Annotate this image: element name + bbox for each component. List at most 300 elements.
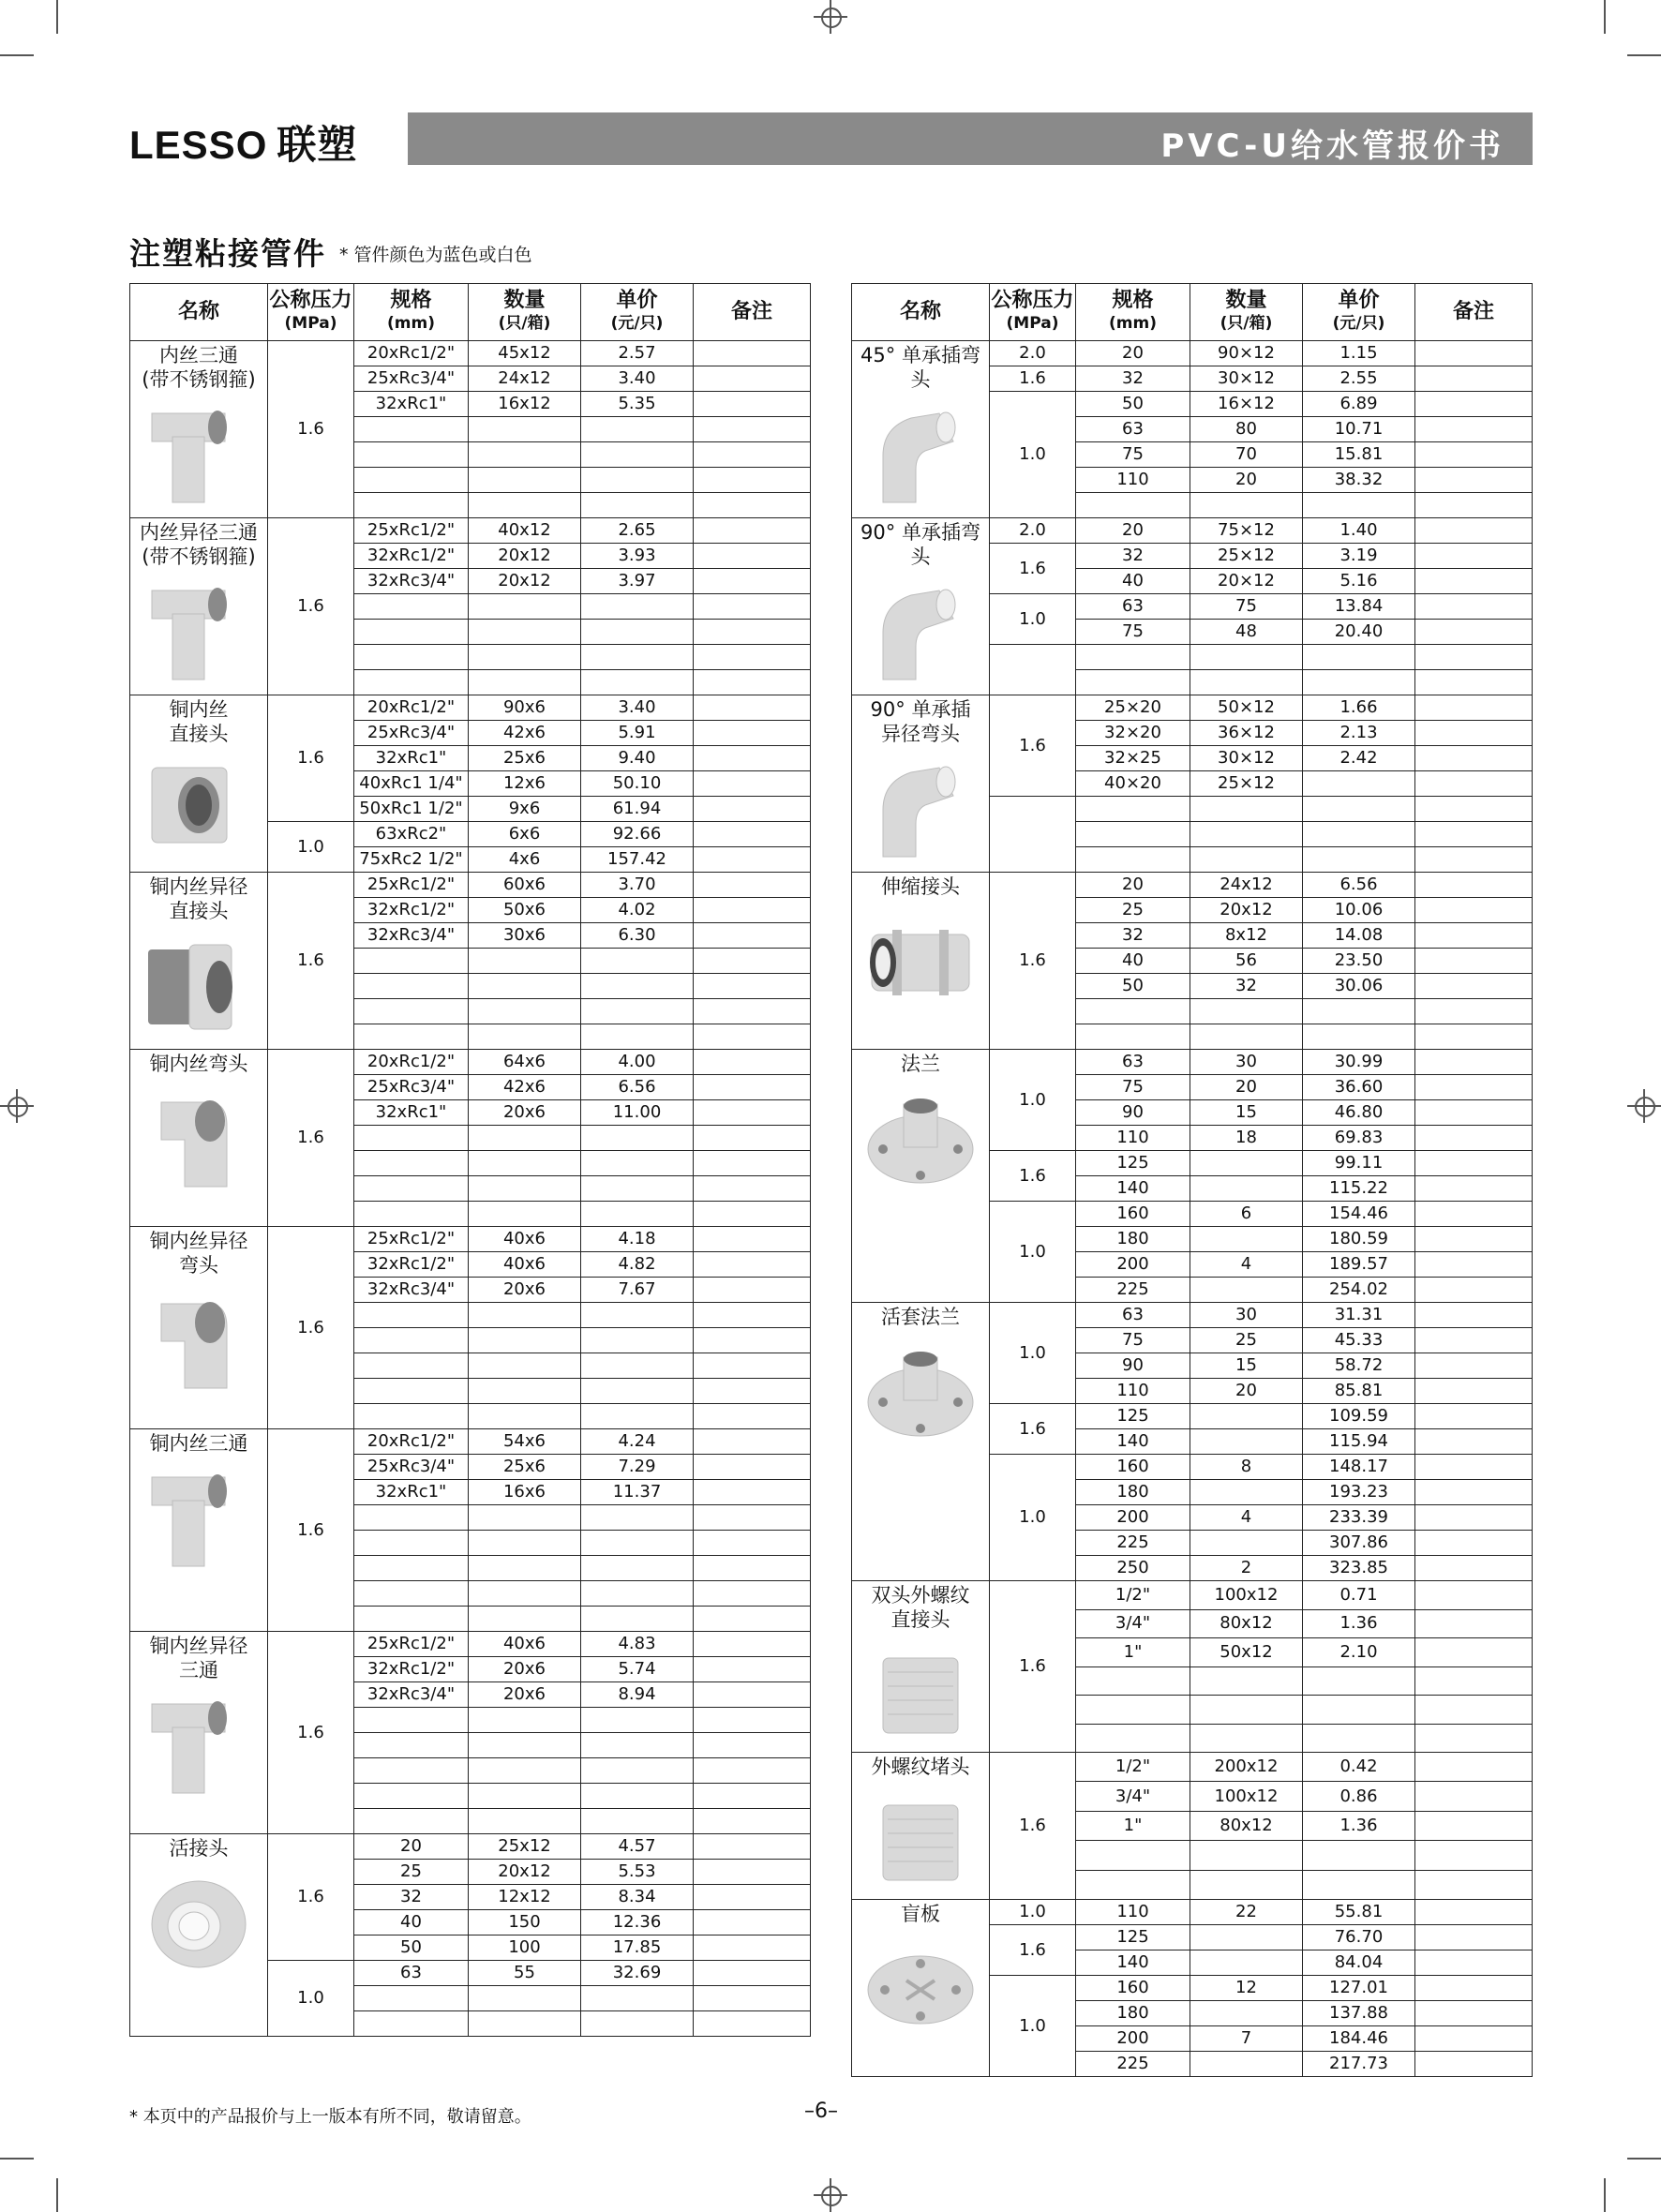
spec-cell: 40×20 [1076,771,1190,797]
spec-cell: 140 [1076,1429,1190,1455]
pressure-cell: 1.0 [990,1202,1076,1303]
remark-cell [1415,1638,1533,1667]
registration-mark-icon [814,0,847,34]
pressure-cell: 1.6 [990,873,1076,1050]
remark-cell [694,1404,811,1429]
qty-cell: 50×12 [1190,695,1303,721]
qty-cell [1190,1278,1303,1303]
qty-cell [1190,1531,1303,1556]
qty-cell [469,974,581,999]
remark-cell [1415,1782,1533,1811]
spec-cell [354,645,469,670]
pressure-cell: 1.0 [990,392,1076,518]
remark-cell [694,949,811,974]
spec-cell: 32xRc1/2" [354,544,469,569]
remark-cell [694,974,811,999]
header-banner [408,112,1533,165]
product-subname: 直接头 [169,723,229,745]
product-subname: 弯头 [179,1254,218,1277]
brand-logo [129,114,357,171]
product-name-cell [852,341,990,518]
remark-cell [1415,822,1533,847]
qty-cell [1190,1950,1303,1976]
column-header-unit: (mm) [387,314,435,333]
remark-cell [1415,1429,1533,1455]
table-row [130,695,811,721]
qty-cell [469,1379,581,1404]
remark-cell [1415,1870,1533,1899]
price-cell: 0.71 [1303,1581,1415,1610]
spec-cell [354,670,469,695]
remark-cell [1415,1724,1533,1753]
remark-cell [1415,1950,1533,1976]
product-name: 双头外螺纹 [871,1584,970,1607]
remark-cell [694,1632,811,1657]
spec-cell: 50 [1076,392,1190,417]
remark-cell [1415,923,1533,949]
crop-mark [56,2178,58,2212]
qty-cell [1190,847,1303,873]
spec-cell: 32 [354,1885,469,1910]
spec-cell: 32xRc1" [354,1480,469,1505]
column-header-name [852,284,990,341]
price-cell [581,1505,694,1531]
qty-cell: 90×12 [1190,341,1303,366]
price-cell [1303,1696,1415,1725]
price-cell [1303,1870,1415,1899]
remark-cell [1415,1404,1533,1429]
spec-cell [354,417,469,442]
price-cell: 76.70 [1303,1925,1415,1950]
remark-cell [694,569,811,594]
price-cell: 189.57 [1303,1252,1415,1278]
spec-cell: 140 [1076,1176,1190,1202]
price-cell: 58.72 [1303,1353,1415,1379]
spec-cell: 20 [354,1834,469,1860]
qty-cell [469,1328,581,1353]
spec-cell: 63xRc2" [354,822,469,847]
pressure-cell: 1.6 [990,1925,1076,1976]
qty-cell: 40x12 [469,518,581,544]
spec-cell: 25xRc1/2" [354,1227,469,1252]
column-header-label: 公称压力 [269,289,352,312]
spec-cell: 110 [1076,1126,1190,1151]
qty-cell: 12x6 [469,771,581,797]
product-name-cell [130,1834,268,2037]
column-header-label: 数量 [1225,289,1267,312]
remark-cell [694,670,811,695]
product-subname: 异径弯头 [881,723,960,745]
spec-cell: 32xRc1" [354,392,469,417]
price-cell: 137.88 [1303,2001,1415,2026]
coupling-insert-icon [142,754,255,866]
pressure-cell: 1.0 [268,822,354,873]
qty-cell: 25x6 [469,746,581,771]
product-name: 铜内丝异径 [149,1635,248,1657]
spec-cell [354,2011,469,2037]
price-cell: 3.93 [581,544,694,569]
pressure-cell: 1.0 [990,1976,1076,2077]
spec-cell: 90 [1076,1353,1190,1379]
tee-copper-insert-icon [142,1463,255,1576]
price-cell [581,949,694,974]
spec-cell: 32xRc1/2" [354,1657,469,1682]
qty-cell: 8 [1190,1455,1303,1480]
price-cell: 10.06 [1303,898,1415,923]
qty-cell: 15 [1190,1100,1303,1126]
qty-cell: 100x12 [1190,1782,1303,1811]
price-cell: 154.46 [1303,1202,1415,1227]
pressure-cell: 1.6 [990,1151,1076,1202]
spec-cell: 160 [1076,1455,1190,1480]
remark-cell [1415,898,1533,923]
qty-cell: 30×12 [1190,746,1303,771]
reducing-coupling-insert-icon [142,931,255,1043]
qty-cell: 100x12 [1190,1581,1303,1610]
spec-cell: 180 [1076,1227,1190,1252]
price-cell [1303,670,1415,695]
remark-cell [694,1708,811,1733]
column-header-unit: (MPa) [284,314,337,333]
pressure-cell: 1.0 [268,1961,354,2037]
remark-cell [1415,442,1533,468]
qty-cell [469,1809,581,1834]
qty-cell: 75 [1190,594,1303,620]
remark-cell [694,493,811,518]
remark-cell [694,999,811,1024]
remark-cell [694,620,811,645]
registration-mark-icon [814,2178,847,2212]
spec-cell: 20 [1076,873,1190,898]
pressure-cell: 1.6 [990,1581,1076,1753]
remark-cell [1415,1666,1533,1696]
blind-flange-icon [864,1934,977,2046]
remark-cell [1415,645,1533,670]
remark-cell [694,1126,811,1151]
spec-cell [354,1353,469,1379]
price-cell: 2.57 [581,341,694,366]
qty-cell [469,1404,581,1429]
remark-cell [1415,949,1533,974]
spec-cell: 25xRc3/4" [354,1075,469,1100]
price-cell [581,1151,694,1176]
spec-cell [354,1556,469,1581]
remark-cell [694,1151,811,1176]
remark-cell [1415,366,1533,392]
qty-cell [469,999,581,1024]
qty-cell: 48 [1190,620,1303,645]
product-name-cell [130,1632,268,1834]
pressure-cell: 1.0 [990,1050,1076,1151]
qty-cell [469,1986,581,2011]
qty-cell: 20 [1190,468,1303,493]
qty-cell [1190,1724,1303,1753]
price-cell [581,1733,694,1758]
product-name: 铜内丝异径 [149,875,248,898]
price-cell: 38.32 [1303,468,1415,493]
price-cell [581,493,694,518]
qty-cell: 80x12 [1190,1811,1303,1840]
table-row [852,1900,1533,1925]
price-cell [581,999,694,1024]
remark-cell [1415,797,1533,822]
qty-cell: 25x6 [469,1455,581,1480]
qty-cell: 16x12 [469,392,581,417]
price-cell: 15.81 [1303,442,1415,468]
remark-cell [694,1936,811,1961]
remark-cell [1415,670,1533,695]
remark-cell [694,822,811,847]
column-header-label: 备注 [1452,299,1494,323]
qty-cell [469,620,581,645]
qty-cell [469,594,581,620]
spec-cell: 140 [1076,1950,1190,1976]
spec-cell: 25xRc1/2" [354,518,469,544]
qty-cell: 6x6 [469,822,581,847]
spec-cell [354,1607,469,1632]
crop-mark [0,54,34,56]
product-name-cell [852,1303,990,1581]
price-cell: 99.11 [1303,1151,1415,1176]
price-cell [1303,1724,1415,1753]
tee-insert-icon [142,399,255,512]
price-cell: 2.42 [1303,746,1415,771]
remark-cell [1415,468,1533,493]
price-cell: 6.56 [581,1075,694,1100]
spec-cell [1076,1870,1190,1899]
price-cell: 50.10 [581,771,694,797]
pressure-cell [990,645,1076,695]
spec-cell [354,1809,469,1834]
qty-cell: 12x12 [469,1885,581,1910]
column-header-pressure [990,284,1076,341]
remark-cell [1415,1252,1533,1278]
price-cell: 2.55 [1303,366,1415,392]
spec-cell [354,1733,469,1758]
pressure-cell: 1.6 [268,873,354,1050]
table-row [130,1050,811,1075]
remark-cell [1415,620,1533,645]
spec-cell: 63 [1076,417,1190,442]
remark-cell [1415,1811,1533,1840]
elbow-45-icon [864,399,977,512]
remark-cell [1415,1126,1533,1151]
remark-cell [694,873,811,898]
qty-cell: 56 [1190,949,1303,974]
price-cell: 115.94 [1303,1429,1415,1455]
remark-cell [1415,2052,1533,2077]
remark-cell [1415,594,1533,620]
table-row [852,1753,1533,1782]
spec-cell: 225 [1076,1531,1190,1556]
price-cell: 17.85 [581,1936,694,1961]
product-subname: (带不锈钢箍) [142,546,256,568]
spec-cell: 125 [1076,1925,1190,1950]
table-row [130,1429,811,1455]
price-cell: 5.35 [581,392,694,417]
qty-cell [469,1505,581,1531]
pressure-cell: 1.0 [990,1900,1076,1925]
remark-cell [694,468,811,493]
price-cell: 193.23 [1303,1480,1415,1505]
product-name-cell [852,1581,990,1753]
qty-cell: 40x6 [469,1252,581,1278]
table-row [852,695,1533,721]
spec-cell: 25×20 [1076,695,1190,721]
spec-cell: 63 [1076,594,1190,620]
price-cell: 3.40 [581,366,694,392]
spec-cell [354,1531,469,1556]
loose-flange-icon [864,1337,977,1449]
spec-cell [354,1404,469,1429]
spec-cell: 63 [1076,1303,1190,1328]
qty-cell: 200x12 [1190,1753,1303,1782]
price-cell [1303,1666,1415,1696]
spec-cell: 40 [354,1910,469,1936]
pressure-cell: 1.0 [990,1303,1076,1404]
crop-mark [1627,2158,1661,2160]
pressure-cell [990,797,1076,873]
spec-cell [354,1758,469,1784]
pressure-cell: 1.6 [268,1050,354,1227]
qty-cell: 24x12 [1190,873,1303,898]
spec-cell [354,493,469,518]
price-cell: 217.73 [1303,2052,1415,2077]
left-price-table [129,283,811,2037]
spec-cell [354,620,469,645]
price-cell: 7.29 [581,1455,694,1480]
remark-cell [694,771,811,797]
spec-cell: 90 [1076,1100,1190,1126]
product-name: 铜内丝三通 [149,1432,248,1455]
product-name: 铜内丝 [169,698,229,721]
pressure-cell: 1.6 [268,1632,354,1834]
column-header-label: 单价 [1338,289,1380,312]
qty-cell [469,1758,581,1784]
pressure-cell: 1.6 [268,695,354,822]
price-cell: 9.40 [581,746,694,771]
price-cell: 8.94 [581,1682,694,1708]
price-cell [581,974,694,999]
product-name-cell [130,1429,268,1632]
spec-cell: 1" [1076,1638,1190,1667]
remark-cell [694,695,811,721]
spec-cell: 125 [1076,1151,1190,1176]
qty-cell [469,1151,581,1176]
qty-cell [1190,797,1303,822]
product-name-cell [852,518,990,695]
table-row [130,518,811,544]
price-cell [1303,822,1415,847]
remark-cell [1415,999,1533,1024]
spec-cell: 225 [1076,1278,1190,1303]
logo-cn: 联塑 [277,122,358,168]
product-subname: (带不锈钢箍) [142,368,256,391]
column-header-label: 公称压力 [991,289,1074,312]
remark-cell [694,392,811,417]
qty-cell [469,1784,581,1809]
price-cell: 0.86 [1303,1782,1415,1811]
remark-cell [1415,392,1533,417]
price-cell: 23.50 [1303,949,1415,974]
remark-cell [1415,1609,1533,1638]
remark-cell [1415,771,1533,797]
remark-cell [1415,1696,1533,1725]
spec-cell: 200 [1076,1252,1190,1278]
qty-cell [1190,1176,1303,1202]
reducing-elbow-insert-icon [142,1285,255,1397]
price-cell: 61.94 [581,797,694,822]
remark-cell [694,1581,811,1607]
price-cell: 3.70 [581,873,694,898]
price-cell: 45.33 [1303,1328,1415,1353]
qty-cell [469,1353,581,1379]
price-cell [581,670,694,695]
price-cell: 20.40 [1303,620,1415,645]
qty-cell: 16×12 [1190,392,1303,417]
spec-cell [1076,1696,1190,1725]
price-cell: 46.80 [1303,1100,1415,1126]
column-header-unit: (元/只) [1332,314,1385,333]
remark-cell [694,1202,811,1227]
remark-cell [1415,1505,1533,1531]
qty-cell: 4 [1190,1252,1303,1278]
qty-cell [1190,1404,1303,1429]
spec-cell: 75 [1076,620,1190,645]
remark-cell [1415,1303,1533,1328]
qty-cell: 20x12 [469,1860,581,1885]
price-cell [581,594,694,620]
remark-cell [694,518,811,544]
qty-cell [469,1531,581,1556]
qty-cell: 4 [1190,1505,1303,1531]
pressure-cell: 1.6 [268,1227,354,1429]
pressure-cell: 2.0 [990,341,1076,366]
pressure-cell: 2.0 [990,518,1076,544]
price-cell: 148.17 [1303,1455,1415,1480]
pressure-cell: 1.0 [990,1455,1076,1581]
remark-cell [1415,1581,1533,1610]
column-header-label: 数量 [503,289,546,312]
male-thread-plug-icon [864,1786,977,1899]
remark-cell [694,1379,811,1404]
spec-cell: 50 [354,1936,469,1961]
remark-cell [694,1531,811,1556]
spec-cell: 1/2" [1076,1581,1190,1610]
remark-cell [694,1556,811,1581]
price-cell: 12.36 [581,1910,694,1936]
elbow-90-icon [864,576,977,689]
remark-cell [1415,1151,1533,1176]
qty-cell: 25×12 [1190,544,1303,569]
spec-cell [354,974,469,999]
section-note: * 管件颜色为蓝色或白色 [339,245,532,265]
product-name: 盲板 [901,1903,940,1925]
remark-cell [1415,2001,1533,2026]
price-cell: 233.39 [1303,1505,1415,1531]
qty-cell: 20x12 [469,544,581,569]
price-cell: 127.01 [1303,1976,1415,2001]
qty-cell: 54x6 [469,1429,581,1455]
qty-cell [1190,1841,1303,1870]
spec-cell: 180 [1076,1480,1190,1505]
spec-cell: 32 [1076,366,1190,392]
qty-cell: 64x6 [469,1050,581,1075]
remark-cell [1415,1976,1533,2001]
spec-cell [354,1784,469,1809]
spec-cell [354,1328,469,1353]
price-cell: 7.67 [581,1278,694,1303]
